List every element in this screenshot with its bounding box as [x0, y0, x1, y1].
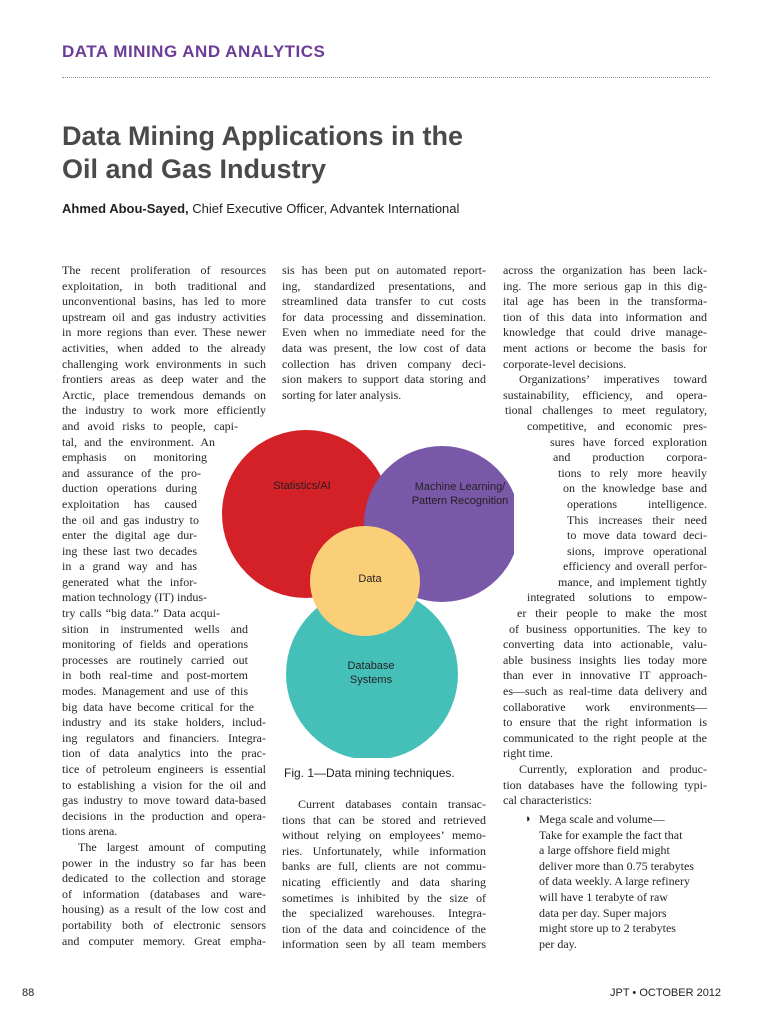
journal-footer: JPT • OCTOBER 2012	[610, 987, 722, 999]
text-line: tice of petroleum engineers is essential	[62, 762, 266, 776]
text-line: processes are routinely carried out	[62, 652, 248, 667]
pattern-recognition-label: Pattern Recognition	[411, 495, 509, 507]
data-label: Data	[358, 573, 382, 585]
text-line: sion makers to support data storing and	[282, 372, 486, 387]
text-line: knowledge that could drive manage-	[503, 325, 707, 340]
text-line: per day.	[539, 936, 577, 951]
text-line: and computer memory. Great empha-	[62, 933, 266, 948]
text-line: ing, standardized presentations, and	[282, 278, 486, 293]
column-2-bottom	[282, 797, 486, 953]
text-line: sis has been put on automated report-	[282, 263, 486, 277]
text-line: data per day. Super majors	[539, 905, 667, 920]
text-line: try calls “big data.” Data acqui-	[62, 606, 220, 621]
text-line: a large offshore field might	[539, 843, 670, 858]
text-line: tion of the data and coincidence of the	[282, 921, 486, 936]
text-line: to establishing a vision for the oil and	[62, 777, 266, 792]
figure-caption: Fig. 1—Data mining techniques.	[284, 766, 455, 780]
text-line: data was present, the low cost of data	[282, 340, 486, 355]
text-line: without relying on employees’ memo-	[282, 828, 486, 843]
venn-diagram	[222, 418, 514, 758]
text-line: gas industry to move toward data-based	[62, 793, 266, 808]
text-line: and avoid risks to people, capi-	[62, 418, 238, 433]
dotted-divider	[62, 77, 710, 78]
text-line: es—such as real-time data delivery and	[503, 684, 707, 699]
text-line: tal, and the environment. An	[62, 434, 215, 449]
text-line: monitoring of fields and operations	[62, 637, 248, 652]
text-line: able business insights lies today more	[503, 652, 707, 667]
text-line: to move data toward deci-	[567, 528, 707, 543]
text-line: decisions in the production and opera-	[62, 808, 266, 823]
text-line: tion of this data into information and	[503, 309, 707, 324]
text-line: competitive, and economic pres-	[527, 418, 707, 433]
text-line: The largest amount of computing	[78, 839, 266, 854]
text-line: to ensure that the right information is	[503, 715, 707, 730]
text-line: tions to rely more heavily	[558, 465, 707, 480]
section-heading: DATA MINING AND ANALYTICS	[62, 42, 326, 61]
text-line: activities, when added to the already	[62, 340, 266, 355]
text-line: tions arena.	[62, 824, 118, 839]
text-line: communicated to the right people at the	[503, 730, 707, 745]
text-line: dedicated to the collection and storage	[62, 871, 266, 886]
text-line: ital age has been in the transforma-	[503, 294, 707, 309]
text-line: collection has driven company deci-	[282, 356, 486, 371]
text-line: big data have become critical for the	[62, 699, 254, 714]
bullet-list	[539, 812, 709, 952]
text-line: tion databases have the following typi-	[503, 777, 707, 792]
text-line: in more regions than ever. These newer	[62, 325, 266, 340]
systems-label: Systems	[349, 674, 393, 686]
text-line: emphasis on monitoring	[62, 450, 207, 465]
text-line: banks are full, clients are not commu-	[282, 859, 486, 874]
text-line: operations intelligence.	[567, 496, 707, 511]
text-line: ries. Unfortunately, while information	[282, 843, 486, 858]
text-line: industry and its stake holders, includ-	[62, 715, 266, 730]
text-line: mation technology (IT) indus-	[62, 590, 207, 605]
text-line: tions that can be stored and retrieved	[282, 812, 486, 827]
text-line: for data processing and dissemination.	[282, 309, 486, 324]
text-line: ing regulators and financiers. Integra-	[62, 730, 266, 745]
text-line: the industry to work more efficiently	[62, 403, 266, 418]
text-line: tional challenges to meet regulatory,	[505, 403, 707, 418]
text-line: than ever in innovative IT approach-	[503, 668, 707, 683]
text-line: sorting for later analysis.	[282, 387, 402, 402]
text-line: Mega scale and volume—	[539, 812, 665, 826]
text-line: of information (databases and ware-	[62, 886, 266, 901]
text-line: mance, and implement tightly	[558, 574, 707, 589]
text-line: nicating efficiently and data sharing	[282, 874, 486, 889]
text-line: exploitation has caused	[62, 496, 197, 511]
text-line: across the organization has been lack-	[503, 263, 707, 277]
text-line: of data weekly. A large refinery	[539, 874, 690, 889]
column-2-top	[282, 263, 486, 403]
text-line: This increases their need	[567, 512, 707, 527]
text-line: Currently, exploration and produc-	[519, 762, 707, 776]
text-line: unconventional basins, has led to more	[62, 294, 266, 309]
text-line: ing. The more serious gap in this dig-	[503, 278, 707, 293]
text-line: and assurance of the pro-	[62, 465, 201, 480]
text-line: generated what the infor-	[62, 574, 197, 589]
text-line: tion of data analytics into the prac-	[62, 746, 266, 761]
text-line: duction operations during	[62, 481, 197, 496]
bullet-icon: ◗	[525, 813, 532, 825]
machine-learning-label: Machine Learning/	[414, 481, 506, 493]
text-line: enter the digital age dur-	[62, 528, 197, 543]
text-line: challenging work environments in such	[62, 356, 266, 371]
text-line: collaborative work environments—	[503, 699, 707, 714]
text-line: and production corpora-	[553, 450, 707, 465]
text-line: deliver more than 0.75 terabytes	[539, 858, 694, 873]
text-line: sustainability, efficiency, and opera-	[503, 387, 707, 402]
text-line: Organizations’ imperatives toward	[519, 372, 707, 387]
text-line: ing these last two decades	[62, 543, 197, 558]
text-line: portability both of electronic sensors	[62, 917, 266, 932]
text-line: on the knowledge base and	[563, 481, 707, 496]
text-line: sions, improve operational	[567, 543, 707, 558]
text-line: upstream oil and gas industry activities	[62, 309, 266, 324]
text-line: ment actions or become the basis for	[503, 340, 707, 355]
text-line: sition in instrumented wells and	[62, 621, 248, 636]
text-line: the oil and gas industry to	[62, 512, 199, 527]
article-title	[62, 120, 622, 186]
text-line: Arctic, place tremendous demands on	[62, 387, 266, 402]
text-line: might store up to 2 terabytes	[539, 921, 676, 936]
text-line: power in the industry so far has been	[62, 855, 266, 870]
title-line: Data Mining Applications in the	[62, 121, 464, 151]
author-role: Chief Executive Officer, Advantek International	[188, 201, 460, 216]
text-line: converting data into actionable, valu-	[503, 637, 707, 652]
title-line: Oil and Gas Industry	[62, 154, 327, 184]
text-line: The recent proliferation of resources	[62, 263, 266, 277]
text-line: efficiency and overall perfor-	[563, 559, 707, 574]
text-line: housing) as a result of the low cost and	[62, 902, 266, 917]
text-line: exploitation, in both traditional and	[62, 278, 266, 293]
author-name: Ahmed Abou-Sayed,	[62, 201, 189, 216]
database-label: Database	[347, 660, 395, 672]
text-line: streamlined data transfer to cut costs	[282, 294, 486, 309]
text-line: integrated solutions to empow-	[527, 590, 707, 605]
byline	[62, 201, 459, 216]
text-line: corporate-level decisions.	[503, 356, 627, 371]
text-line: sures have forced exploration	[550, 434, 707, 449]
text-line: information seen by all team members	[282, 937, 486, 952]
text-line: modes. Management and use of this	[62, 684, 248, 699]
text-line: right time.	[503, 746, 553, 761]
text-line: er their people to make the most	[517, 606, 707, 621]
text-line: of business opportunities. The key to	[509, 621, 707, 636]
page-number: 88	[22, 987, 35, 999]
text-line: Current databases contain transac-	[298, 797, 486, 811]
text-line: in a grand way and has	[62, 559, 197, 574]
column-3	[503, 263, 707, 809]
text-line: sometimes is inhibited by the size of	[282, 890, 486, 905]
text-line: will have 1 terabyte of raw	[539, 889, 668, 904]
text-line: Even when no immediate need for the	[282, 325, 486, 340]
text-line: Take for example the fact that	[539, 827, 683, 842]
text-line: frontiers areas as deep water and the	[62, 372, 266, 387]
text-line: the specialized warehouses. Integra-	[282, 906, 486, 921]
text-line: cal characteristics:	[503, 793, 592, 808]
statistics-ai-label: Statistics/AI	[273, 480, 331, 492]
text-line: in both real-time and post-mortem	[62, 668, 248, 683]
